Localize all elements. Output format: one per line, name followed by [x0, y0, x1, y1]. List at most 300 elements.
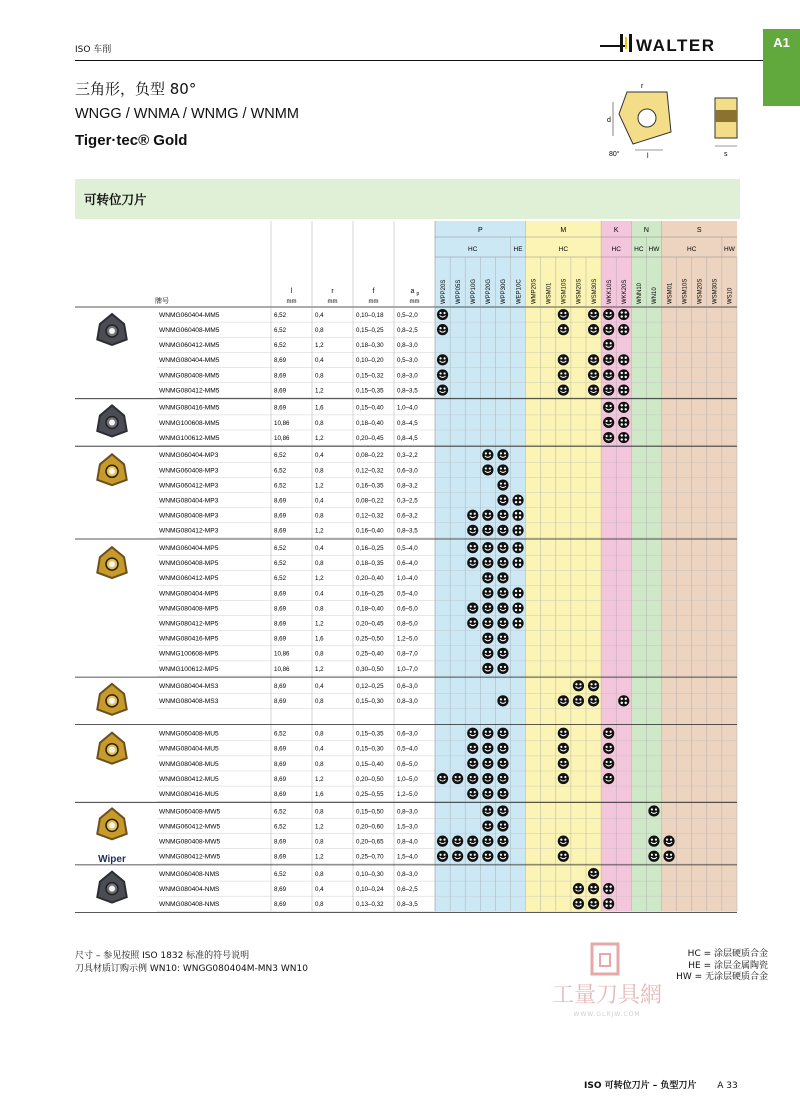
mark-eye — [606, 420, 608, 422]
mark-disc — [437, 309, 448, 320]
row-dim-value: 0,10–0,24 — [356, 885, 384, 893]
grade-mark-primary — [558, 324, 569, 335]
mark-eye — [579, 698, 581, 700]
grade-label: WN10 — [652, 287, 659, 304]
mark-eye — [474, 839, 476, 841]
grade-mark-alternative — [512, 525, 523, 536]
mark-dot — [625, 361, 627, 363]
mark-eye — [485, 467, 487, 469]
mark-disc — [512, 525, 523, 536]
row-dim-value: 0,8 — [315, 512, 324, 520]
grade-mark-primary — [588, 883, 599, 894]
grade-mark-primary — [482, 618, 493, 629]
mark-disc — [482, 525, 493, 536]
row-designation: WNMG080412-MM5 — [159, 387, 220, 395]
mark-eye — [560, 731, 562, 733]
grade-mark-primary — [467, 728, 478, 739]
group-label-S: S — [696, 227, 702, 234]
mark-dot — [621, 438, 623, 440]
mark-eye — [470, 746, 472, 748]
row-dim-value: 0,8–3,0 — [397, 372, 418, 380]
dim-unit: mm — [286, 299, 297, 305]
insert-hole-center — [109, 822, 115, 828]
grade-mark-primary — [467, 851, 478, 862]
mark-disc — [497, 587, 508, 598]
mark-eye — [504, 854, 506, 856]
mark-disc — [482, 449, 493, 460]
mark-eye — [610, 387, 612, 389]
row-designation: WNMG060408-MP5 — [159, 560, 219, 568]
row-dim-value: 0,25–0,50 — [356, 635, 384, 643]
mark-eye — [606, 435, 608, 437]
insert-hole-center — [109, 419, 115, 425]
mark-eye — [443, 327, 445, 329]
row-dim-value: 0,6–2,5 — [397, 885, 418, 893]
mark-eye — [489, 636, 491, 638]
mark-dot — [625, 357, 627, 359]
mark-disc — [603, 883, 614, 894]
mark-dot — [625, 330, 627, 332]
mark-disc — [482, 633, 493, 644]
brand-name: WALTER — [636, 36, 716, 55]
mark-dot — [515, 544, 517, 546]
mark-eye — [610, 776, 612, 778]
row-dim-value: 0,8 — [315, 698, 324, 706]
grade-label: WPP10G — [470, 278, 477, 304]
mark-dot — [625, 311, 627, 313]
row-dim-value: 0,20–0,45 — [356, 620, 384, 628]
mark-eye — [590, 871, 592, 873]
mark-disc — [558, 324, 569, 335]
mark-disc — [558, 851, 569, 862]
mark-disc — [603, 384, 614, 395]
grade-label: WSM10S — [561, 278, 568, 304]
grade-mark-primary — [482, 773, 493, 784]
mark-disc — [497, 851, 508, 862]
mark-eye — [443, 839, 445, 841]
grade-mark-primary — [482, 663, 493, 674]
mark-dot — [625, 404, 627, 406]
row-dim-value: 1,2 — [315, 853, 324, 861]
grade-mark-primary — [482, 743, 493, 754]
grade-mark-primary — [558, 369, 569, 380]
mark-disc — [573, 695, 584, 706]
mark-eye — [439, 357, 441, 359]
grade-mark-primary — [467, 773, 478, 784]
grade-mark-primary — [588, 309, 599, 320]
row-dim-value: 1,2 — [315, 387, 324, 395]
row-dim-value: 0,4 — [315, 311, 324, 319]
mark-disc — [482, 758, 493, 769]
grade-mark-primary — [482, 820, 493, 831]
row-dim-value: 0,15–0,50 — [356, 808, 384, 816]
grade-mark-primary — [497, 773, 508, 784]
mark-disc — [482, 618, 493, 629]
mark-eye — [500, 467, 502, 469]
mark-dot — [609, 889, 611, 891]
grade-mark-primary — [603, 432, 614, 443]
row-dim-value: 8,69 — [274, 745, 287, 753]
mark-eye — [560, 746, 562, 748]
group-label-K: K — [613, 227, 619, 234]
row-dim-value: 6,52 — [274, 823, 287, 831]
mark-eye — [606, 746, 608, 748]
grade-label: WKK10S — [606, 279, 613, 304]
mark-eye — [560, 372, 562, 374]
mark-disc — [497, 836, 508, 847]
row-dim-value: 1,0–5,0 — [397, 775, 418, 783]
grade-mark-primary — [467, 602, 478, 613]
insert-image — [97, 314, 126, 345]
mark-dot — [519, 620, 521, 622]
row-dim-value: 0,5–3,0 — [397, 357, 418, 365]
mark-eye — [504, 651, 506, 653]
mark-disc — [437, 851, 448, 862]
mark-eye — [560, 698, 562, 700]
row-dim-value: 1,2 — [315, 434, 324, 442]
watermark-text: 工量刀具網 — [551, 983, 663, 1008]
mark-eye — [443, 372, 445, 374]
row-designation: WNMG080412-MU5 — [159, 775, 219, 783]
row-designation: WNMG060412-MM5 — [159, 342, 220, 350]
grade-mark-primary — [437, 309, 448, 320]
mark-dot — [519, 512, 521, 514]
mark-dot — [625, 423, 627, 425]
mark-dot — [621, 387, 623, 389]
mark-disc — [603, 339, 614, 350]
mark-eye — [443, 387, 445, 389]
row-designation: WNMG080408-MS3 — [159, 698, 219, 706]
mark-eye — [504, 776, 506, 778]
mark-eye — [455, 839, 457, 841]
grade-mark-alternative — [618, 432, 629, 443]
mark-disc — [497, 805, 508, 816]
row-dim-value: 1,2 — [315, 527, 324, 535]
grade-mark-primary — [558, 773, 569, 784]
insert-image — [97, 872, 126, 903]
grade-mark-alternative — [512, 542, 523, 553]
mark-eye — [489, 545, 491, 547]
mark-eye — [489, 452, 491, 454]
mark-eye — [470, 621, 472, 623]
mark-eye — [610, 420, 612, 422]
mark-eye — [560, 761, 562, 763]
grade-mark-alternative — [512, 587, 523, 598]
grade-label: WSM01 — [667, 282, 674, 304]
mark-dot — [621, 372, 623, 374]
row-dim-value: 0,4 — [315, 544, 324, 552]
grade-mark-alternative — [618, 417, 629, 428]
mark-eye — [651, 839, 653, 841]
mark-eye — [474, 621, 476, 623]
mark-disc — [437, 369, 448, 380]
row-designation: WNMG080408-MM5 — [159, 372, 220, 380]
mark-disc — [497, 495, 508, 506]
subgroup-label: HE — [513, 246, 523, 253]
row-dim-value: 6,52 — [274, 452, 287, 460]
grade-mark-primary — [482, 557, 493, 568]
mark-dot — [621, 404, 623, 406]
mark-eye — [485, 528, 487, 530]
mark-disc — [618, 369, 629, 380]
mark-disc — [512, 542, 523, 553]
mark-disc — [467, 525, 478, 536]
mark-disc — [603, 758, 614, 769]
mark-disc — [573, 883, 584, 894]
row-designation: WNMG060404-MM5 — [159, 311, 220, 319]
row-dim-value: 8,69 — [274, 527, 287, 535]
mark-disc — [558, 836, 569, 847]
mark-disc — [467, 773, 478, 784]
mark-eye — [489, 808, 491, 810]
group-label-N: N — [643, 227, 649, 234]
row-dim-value: 6,52 — [274, 467, 287, 475]
mark-dot — [519, 624, 521, 626]
grade-mark-primary — [588, 369, 599, 380]
row-designation: WNMG060404-MP5 — [159, 544, 219, 552]
grade-mark-primary — [588, 695, 599, 706]
row-dim-value: 6,52 — [274, 482, 287, 490]
mark-eye — [439, 372, 441, 374]
mark-disc — [588, 309, 599, 320]
mark-eye — [594, 683, 596, 685]
schematic-label-r: r — [641, 83, 644, 90]
mark-dot — [621, 376, 623, 378]
grade-mark-alternative — [603, 898, 614, 909]
row-designation: WNMG080404-MM5 — [159, 357, 220, 365]
row-dim-value: 1,5–4,0 — [397, 853, 418, 861]
mark-disc — [558, 369, 569, 380]
grade-label: WSM20S — [576, 278, 583, 304]
mark-eye — [504, 839, 506, 841]
mark-eye — [489, 746, 491, 748]
mark-eye — [590, 327, 592, 329]
row-designation: WNMG060412-MP5 — [159, 575, 219, 583]
grade-mark-primary — [558, 695, 569, 706]
mark-disc — [603, 354, 614, 365]
mark-disc — [573, 898, 584, 909]
mark-disc — [512, 557, 523, 568]
grade-mark-primary — [452, 851, 463, 862]
row-dim-value: 0,25–0,55 — [356, 790, 384, 798]
row-dim-value: 8,69 — [274, 885, 287, 893]
mark-disc — [558, 384, 569, 395]
mark-disc — [437, 324, 448, 335]
mark-disc — [558, 309, 569, 320]
mark-disc — [467, 788, 478, 799]
group-label-M: M — [560, 227, 567, 234]
mark-eye — [500, 482, 502, 484]
row-dim-value: 0,8 — [315, 650, 324, 658]
row-dim-value: 0,20–0,50 — [356, 775, 384, 783]
mark-disc — [558, 695, 569, 706]
row-dim-value: 0,8–4,5 — [397, 419, 418, 427]
row-dim-value: 0,8 — [315, 901, 324, 909]
grade-mark-primary — [497, 525, 508, 536]
row-dim-value: 8,69 — [274, 372, 287, 380]
mark-eye — [594, 387, 596, 389]
grade-mark-alternative — [618, 309, 629, 320]
grade-mark-primary — [497, 542, 508, 553]
grade-mark-primary — [497, 587, 508, 598]
row-dim-value: 0,8 — [315, 419, 324, 427]
grade-mark-primary — [437, 324, 448, 335]
mark-eye — [485, 854, 487, 856]
mark-disc — [482, 587, 493, 598]
mark-eye — [489, 590, 491, 592]
legend-hc: HC = 涂层硬质合金 — [687, 949, 768, 959]
row-dim-value: 8,69 — [274, 512, 287, 520]
mark-disc — [482, 557, 493, 568]
row-dim-value: 1,6 — [315, 635, 324, 643]
mark-disc — [618, 417, 629, 428]
row-dim-value: 0,08–0,22 — [356, 452, 384, 460]
mark-eye — [651, 854, 653, 856]
grade-mark-primary — [497, 663, 508, 674]
row-dim-value: 8,69 — [274, 683, 287, 691]
mark-eye — [590, 698, 592, 700]
mark-eye — [489, 560, 491, 562]
grade-mark-primary — [497, 602, 508, 613]
mark-eye — [474, 854, 476, 856]
mark-disc — [497, 542, 508, 553]
page-title: 三角形，负型 80° — [75, 80, 197, 98]
mark-eye — [489, 575, 491, 577]
grade-mark-alternative — [512, 618, 523, 629]
mark-disc — [482, 572, 493, 583]
dim-unit: mm — [368, 299, 379, 305]
mark-eye — [489, 839, 491, 841]
mark-eye — [500, 528, 502, 530]
grade-mark-primary — [482, 851, 493, 862]
mark-dot — [515, 564, 517, 566]
row-designation: WNMG080412-MW5 — [159, 853, 221, 861]
mark-eye — [485, 666, 487, 668]
mark-dot — [515, 497, 517, 499]
mark-eye — [606, 372, 608, 374]
row-dim-value: 0,12–0,32 — [356, 512, 384, 520]
mark-eye — [485, 590, 487, 592]
row-dim-value: 1,0–7,0 — [397, 665, 418, 673]
row-designation: WNMG060412-MP3 — [159, 482, 219, 490]
row-designation: WNMG060404-MP3 — [159, 452, 219, 460]
dim-unit: mm — [327, 299, 338, 305]
mark-disc — [618, 402, 629, 413]
group-column-S — [662, 221, 738, 911]
mark-eye — [470, 761, 472, 763]
row-designation: WNMG060408-MW5 — [159, 808, 221, 816]
mark-disc — [482, 728, 493, 739]
mark-dot — [515, 531, 517, 533]
row-dim-value: 1,2 — [315, 775, 324, 783]
mark-dot — [515, 624, 517, 626]
mark-eye — [474, 776, 476, 778]
mark-disc — [618, 695, 629, 706]
mark-eye — [670, 839, 672, 841]
mark-dot — [605, 901, 607, 903]
row-dim-value: 0,15–0,35 — [356, 387, 384, 395]
grade-mark-primary — [603, 369, 614, 380]
mark-dot — [625, 698, 627, 700]
mark-eye — [610, 435, 612, 437]
insert-image — [97, 733, 126, 764]
grade-mark-alternative — [512, 495, 523, 506]
mark-eye — [500, 498, 502, 500]
row-designation: WNMG080404-MP5 — [159, 590, 219, 598]
row-dim-value: 0,8–3,0 — [397, 870, 418, 878]
mark-dot — [515, 512, 517, 514]
row-dim-value: 8,69 — [274, 698, 287, 706]
grade-label: WPP20G — [486, 278, 493, 304]
grade-mark-primary — [467, 758, 478, 769]
mark-eye — [470, 731, 472, 733]
mark-eye — [500, 621, 502, 623]
row-dim-value: 0,15–0,25 — [356, 326, 384, 334]
row-dim-value: 0,4 — [315, 885, 324, 893]
mark-eye — [504, 560, 506, 562]
mark-disc — [603, 432, 614, 443]
mark-eye — [455, 854, 457, 856]
mark-dot — [605, 905, 607, 907]
mark-disc — [467, 510, 478, 521]
row-dim-value: 0,18–0,30 — [356, 342, 384, 350]
mark-eye — [500, 651, 502, 653]
mark-eye — [594, 698, 596, 700]
mark-dot — [515, 594, 517, 596]
row-dim-value: 0,8–7,0 — [397, 650, 418, 658]
grade-mark-primary — [603, 417, 614, 428]
mark-disc — [603, 324, 614, 335]
mark-eye — [500, 839, 502, 841]
mark-eye — [610, 327, 612, 329]
row-dim-value: 0,8–3,5 — [397, 901, 418, 909]
mark-disc — [588, 898, 599, 909]
mark-dot — [621, 698, 623, 700]
mark-disc — [648, 805, 659, 816]
row-dim-value: 8,69 — [274, 497, 287, 505]
mark-dot — [625, 434, 627, 436]
mark-eye — [500, 791, 502, 793]
mark-eye — [560, 357, 562, 359]
mark-eye — [590, 886, 592, 888]
mark-eye — [485, 575, 487, 577]
mark-dot — [625, 387, 627, 389]
grade-mark-primary — [573, 695, 584, 706]
grade-mark-primary — [452, 773, 463, 784]
dim-header-ap-sub: p — [416, 291, 420, 297]
grade-mark-primary — [497, 510, 508, 521]
mark-disc — [618, 324, 629, 335]
mark-eye — [489, 467, 491, 469]
row-dim-value: 1,2 — [315, 665, 324, 673]
mark-disc — [558, 354, 569, 365]
row-designation: WNMG080408-MW5 — [159, 838, 221, 846]
grade-mark-primary — [497, 464, 508, 475]
mark-disc — [497, 728, 508, 739]
row-dim-value: 0,4 — [315, 497, 324, 505]
grade-mark-primary — [588, 324, 599, 335]
mark-eye — [470, 776, 472, 778]
grade-mark-primary — [497, 851, 508, 862]
mark-disc — [482, 663, 493, 674]
mark-eye — [590, 387, 592, 389]
row-dim-value: 1,0–4,0 — [397, 575, 418, 583]
mark-disc — [588, 354, 599, 365]
row-designation: WNMG060408-NMS — [159, 870, 220, 878]
grade-mark-primary — [573, 898, 584, 909]
mark-disc — [497, 648, 508, 659]
row-dim-value: 0,8–4,0 — [397, 838, 418, 846]
